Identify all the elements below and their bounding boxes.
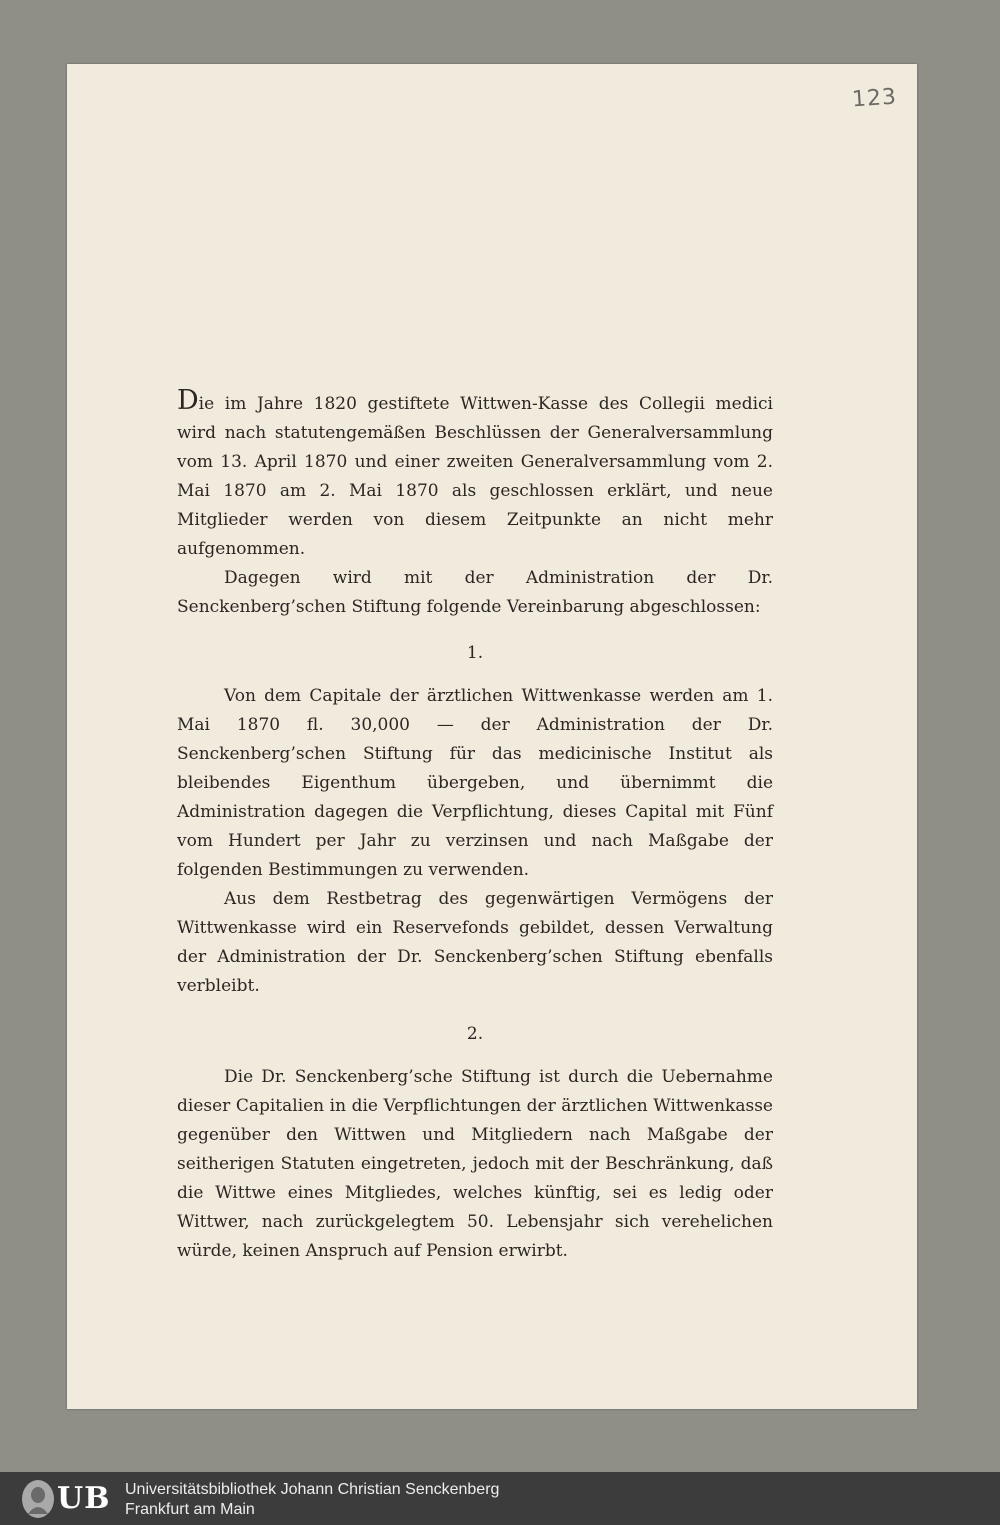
portrait-medallion-icon bbox=[22, 1480, 54, 1518]
logo-text: UB bbox=[57, 1481, 111, 1516]
section-number-2: 2. bbox=[466, 1024, 484, 1044]
library-name-line-1: Universitätsbibliothek Johann Christian Senckenberg bbox=[125, 1481, 500, 1498]
drop-cap: D bbox=[177, 385, 199, 416]
agreement-paragraph: Dagegen wird mit der Administration der Dr. Senckenberg’schen Stiftung folgende Vereinbarung abgeschlossen: bbox=[177, 568, 773, 617]
library-footer-bar bbox=[0, 1472, 1000, 1525]
document-text bbox=[177, 385, 773, 1266]
library-logo[interactable] bbox=[22, 1478, 111, 1519]
intro-paragraph bbox=[177, 385, 773, 564]
section-1-paragraph-1: Von dem Capitale der ärztlichen Wittwenkasse werden am 1. Mai 1870 fl. 30,000 — der Administration der Dr. Senckenberg’schen Stiftung für das medicinische Institut als bleibendes Eigenthum übergeben, und übernimmt die Administration dagegen die Verpflichtung, dieses Capital mit Fünf vom Hundert per Jahr zu verzinsen und nach Maßgabe der folgenden Bestimmungen zu verwenden. bbox=[177, 686, 773, 880]
library-name bbox=[125, 1480, 499, 1520]
library-name-line-2: Frankfurt am Main bbox=[125, 1501, 255, 1518]
section-2-paragraph-1: Die Dr. Senckenberg’sche Stiftung ist durch die Uebernahme dieser Capitalien in die Verpflichtungen der ärztlichen Wittwenkasse gegenüber den Wittwen und Mitgliedern nach Maßgabe der seitherigen Statuten eingetreten, jedoch mit der Beschränkung, daß die Wittwe eines Mitgliedes, welches künftig, sei es ledig oder Wittwer, nach zurückgelegtem 50. Lebensjahr sich verehelichen würde, keinen Anspruch auf Pension erwirbt. bbox=[177, 1067, 773, 1261]
handwritten-page-number: 123 bbox=[851, 84, 898, 113]
section-1-paragraph-2: Aus dem Restbetrag des gegenwärtigen Vermögens der Wittwenkasse wird ein Reservefonds gebildet, dessen Verwaltung der Administration der Dr. Senckenberg’schen Stiftung ebenfalls verbleibt. bbox=[177, 889, 773, 996]
section-number-1: 1. bbox=[466, 643, 484, 663]
intro-text: ie im Jahre 1820 gestiftete Wittwen-Kasse des Collegii medici wird nach statutengemäßen Beschlüssen der Generalversammlung vom 13. April 1870 und einer zweiten Generalversammlung vom 2. Mai 1870 am 2. Mai 1870 als geschlossen erklärt, und neue Mitglieder werden von diesem Zeitpunkte an nicht mehr aufgenommen. bbox=[177, 394, 773, 559]
